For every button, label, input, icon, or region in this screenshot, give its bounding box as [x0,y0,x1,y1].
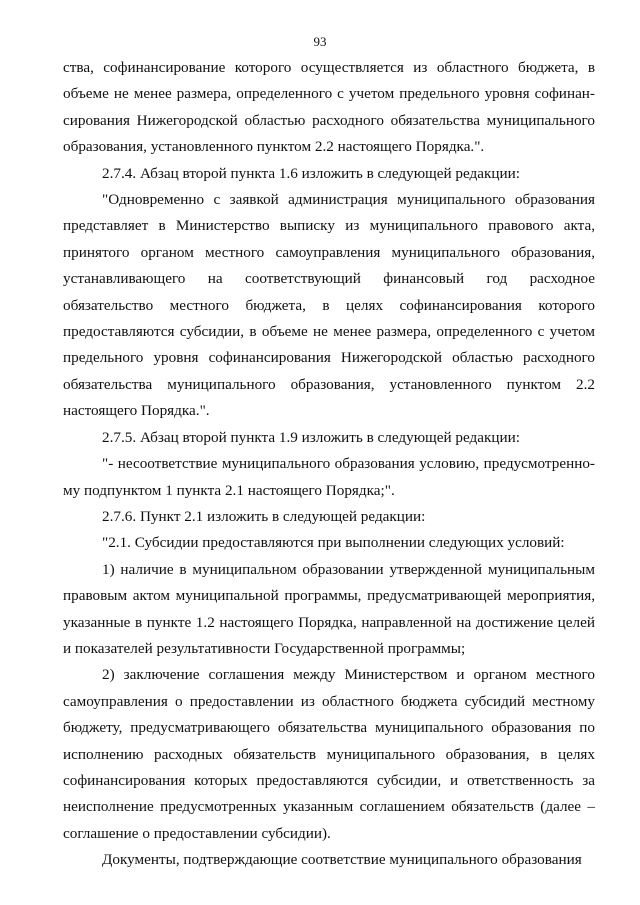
paragraph-condition-1: 1) наличие в муниципальном образовании утвержденной муниципальным правовым актом муниципальной программы, предусматривающей мероприятия, указанные в пункте 1.2 настоящего Порядка, направленной на достижение целей и показателей результативности Государственной программы; [63,560,595,657]
paragraph-documents: Документы, подтверждающие соответствие муниципального образования [102,851,582,869]
paragraph-quote-1-9: "- несоответствие муниципального образования условию, предусмотренно-му подпунктом 1 пункта 2.1 настоящего Порядка;". [63,455,595,499]
paragraph-quote-1-6: "Одновременно с заявкой администрация муниципального образования представляет в Министерство выписку из муниципального правового акта, принятого органом местного самоуправления муниципального образования, устанавливающего на соответствующий финансовый год расходное обязательство местного бюджета, в целях софинансирования которого предоставляются субсидии, в объеме не менее размера, определенного с учетом предельного уровня софинансирования Нижегородской областью расходного обязательства муниципального образования, установленного пунктом 2.2 настоящего Порядка.". [63,191,595,420]
paragraph-condition-2: 2) заключение соглашения между Министерством и органом местного самоуправления о предоставлении из областного бюджета субсидий местному бюджету, предусматривающего обязательства муниципального образования по исполнению расходных обязательств муниципального образования, в целях софинансирования которых предоставляются субсидии, и ответственность за неисполнение предусмотренных указанным соглашением обязательств (далее – соглашение о предоставлении субсидии). [63,666,595,842]
page-number: 93 [313,34,327,49]
paragraph-continuation: ства, софинансирование которого осуществляется из областного бюджета, в объеме не менее размера, определенного с учетом предельного уровня софинан-сирования Нижегородской областью расходного обязательства муниципального образования, установленного пунктом 2.2 настоящего Порядка.". [63,59,595,156]
paragraph-quote-2-1: "2.1. Субсидии предоставляются при выполнении следующих условий: [102,534,565,552]
paragraph-2-7-4: 2.7.4. Абзац второй пункта 1.6 изложить в следующей редакции: [102,164,521,182]
paragraph-2-7-5: 2.7.5. Абзац второй пункта 1.9 изложить в следующей редакции: [102,428,521,446]
paragraph-2-7-6: 2.7.6. Пункт 2.1 изложить в следующей редакции: [102,507,426,525]
document-body [63,55,595,874]
